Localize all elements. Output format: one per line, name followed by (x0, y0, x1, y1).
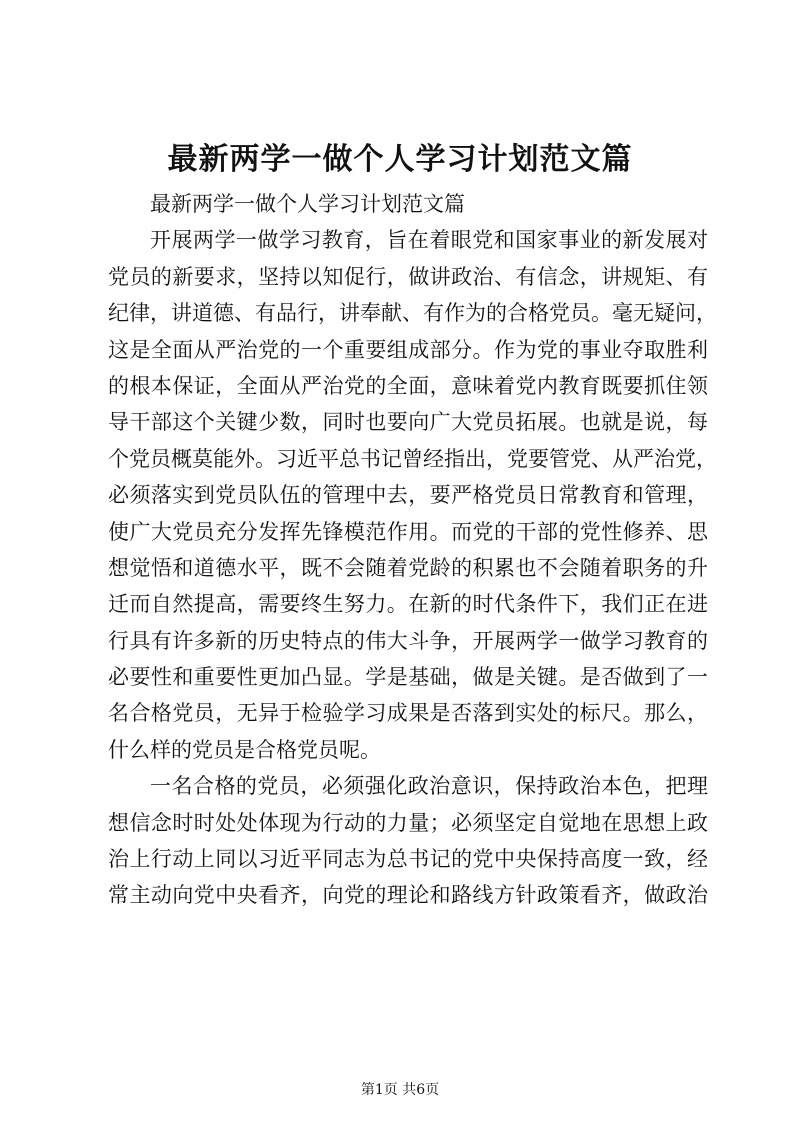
body-line: 纪律，讲道德、有品行，讲奉献、有作为的合格党员。毫无疑问， (108, 301, 717, 326)
body-line: 党员的新要求，坚持以知促行，做讲政治、有信念，讲规矩、有 (108, 264, 708, 289)
body-line: 常主动向党中央看齐，向党的理论和路线方针政策看齐，做政治 (108, 883, 708, 908)
body-line: 治上行动上同以习近平同志为总书记的党中央保持高度一致，经 (108, 847, 708, 872)
document-body (108, 186, 717, 914)
body-line: 的根本保证，全面从严治党的全面，意味着党内教育既要抓住领 (108, 373, 708, 398)
document-title: 最新两学一做个人学习计划范文篇 (167, 142, 633, 177)
body-line: 什么样的党员是合格党员呢。 (108, 737, 381, 762)
body-line: 这是全面从严治党的一个重要组成部分。作为党的事业夺取胜利 (108, 337, 708, 362)
body-line: 导干部这个关键少数，同时也要向广大党员拓展。也就是说，每 (108, 410, 708, 435)
body-line: 想信念时时处处体现为行动的力量；必须坚定自觉地在思想上政 (108, 810, 708, 835)
page-number: 第1页 共6页 (360, 1082, 440, 1098)
body-line: 使广大党员充分发挥先锋模范作用。而党的干部的党性修养、思 (108, 519, 708, 544)
body-line: 想觉悟和道德水平，既不会随着党龄的积累也不会随着职务的升 (108, 555, 708, 580)
body-line: 开展两学一做学习教育，旨在着眼党和国家事业的新发展对 (150, 228, 708, 253)
body-line: 必须落实到党员队伍的管理中去，要严格党员日常教育和管理， (108, 483, 708, 508)
body-line: 必要性和重要性更加凸显。学是基础，做是关键。是否做到了一 (108, 665, 708, 690)
body-line: 行具有许多新的历史特点的伟大斗争，开展两学一做学习教育的 (108, 628, 708, 653)
body-line: 一名合格的党员，必须强化政治意识，保持政治本色，把理 (150, 774, 708, 799)
body-line: 名合格党员，无异于检验学习成果是否落到实处的标尺。那么， (108, 701, 708, 726)
body-line: 迁而自然提高，需要终生努力。在新的时代条件下，我们正在进 (108, 592, 708, 617)
body-line: 最新两学一做个人学习计划范文篇 (150, 192, 465, 216)
body-line: 个党员概莫能外。习近平总书记曾经指出，党要管党、从严治党， (108, 446, 717, 471)
